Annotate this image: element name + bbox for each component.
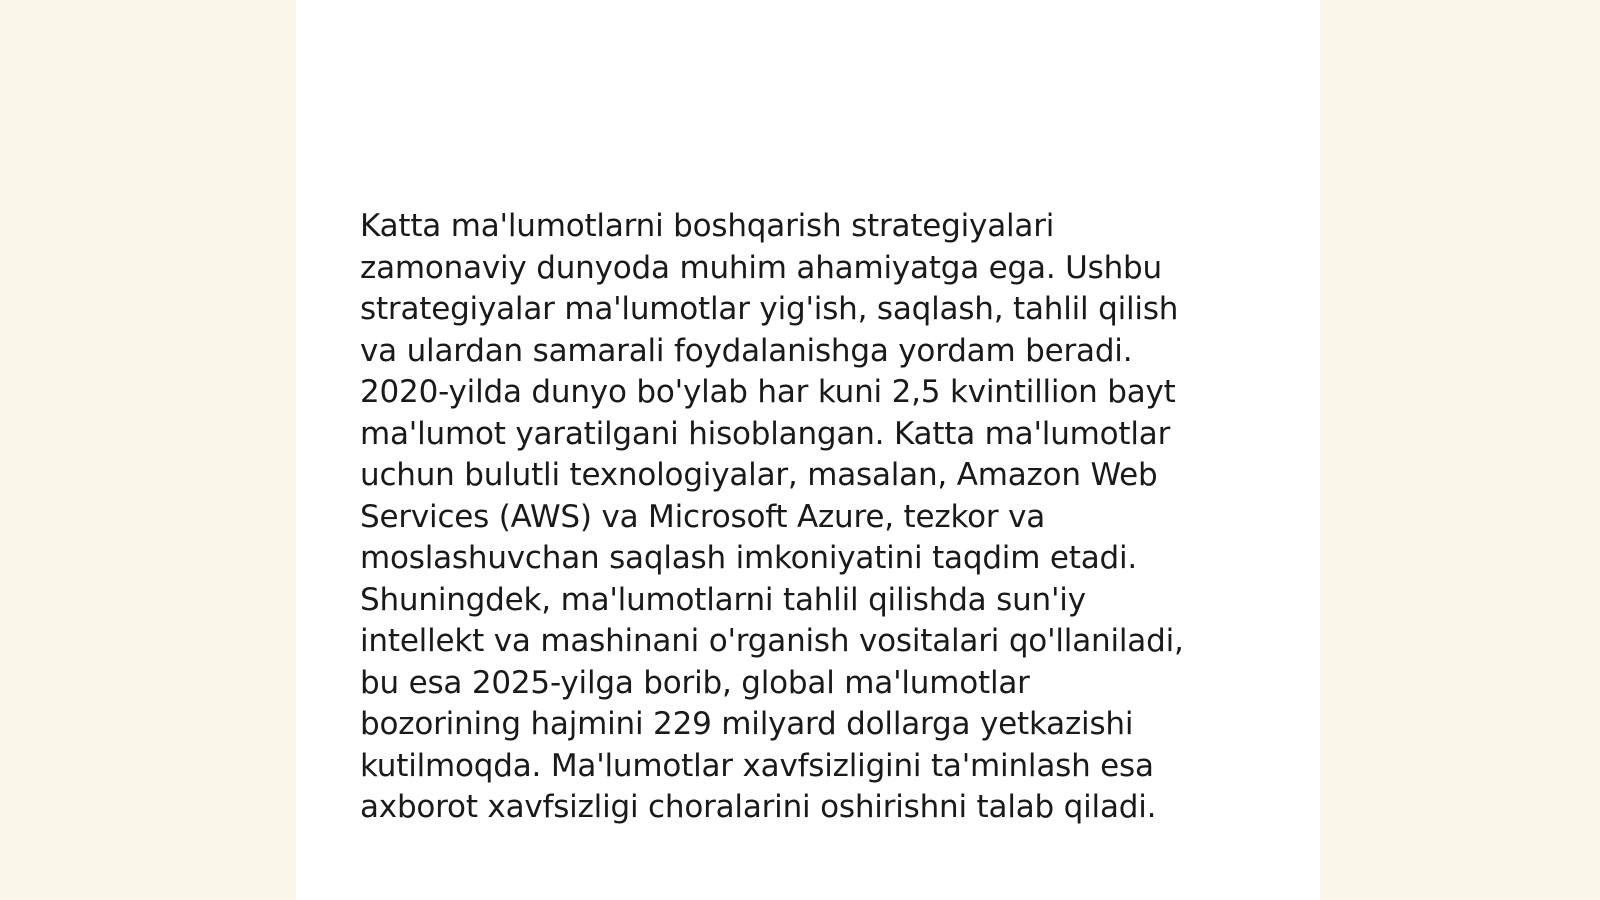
paragraph-line: moslashuvchan saqlash imkoniyatini taqdim etadi. [360, 540, 1138, 576]
paragraph-line: kutilmoqda. Ma'lumotlar xavfsizligini ta'minlash esa [360, 747, 1154, 784]
paragraph-line: strategiyalar ma'lumotlar yig'ish, saqlash, tahlil qilish [360, 291, 1179, 327]
body-paragraph [360, 206, 1260, 829]
paragraph-line: bozorining hajmini 229 milyard dollarga yetkazishi [360, 706, 1134, 742]
paragraph-line: intellekt va mashinani o'rganish vositalari qo'llaniladi, [360, 623, 1184, 659]
paragraph-line: bu esa 2025-yilga borib, global ma'lumotlar [360, 664, 1030, 701]
paragraph-line: axborot xavfsizligi choralarini oshirishni talab qiladi. [360, 789, 1157, 825]
paragraph-line: Shuningdek, ma'lumotlarni tahlil qilishda sun'iy [360, 581, 1086, 618]
paragraph-line: va ulardan samarali foydalanishga yordam beradi. [360, 332, 1133, 369]
paragraph-line: Services (AWS) va Microsoft Azure, tezkor va [360, 498, 1046, 535]
paragraph-line: Katta ma'lumotlarni boshqarish strategiyalari [360, 208, 1055, 244]
paragraph-line: 2020-yilda dunyo bo'ylab har kuni 2,5 kvintillion bayt [360, 374, 1176, 410]
document-page [296, 0, 1320, 900]
paragraph-line: uchun bulutli texnologiyalar, masalan, Amazon Web [360, 457, 1158, 493]
paragraph-line: zamonaviy dunyoda muhim ahamiyatga ega. Ushbu [360, 249, 1162, 286]
paragraph-line: ma'lumot yaratilgani hisoblangan. Katta ma'lumotlar [360, 415, 1171, 452]
